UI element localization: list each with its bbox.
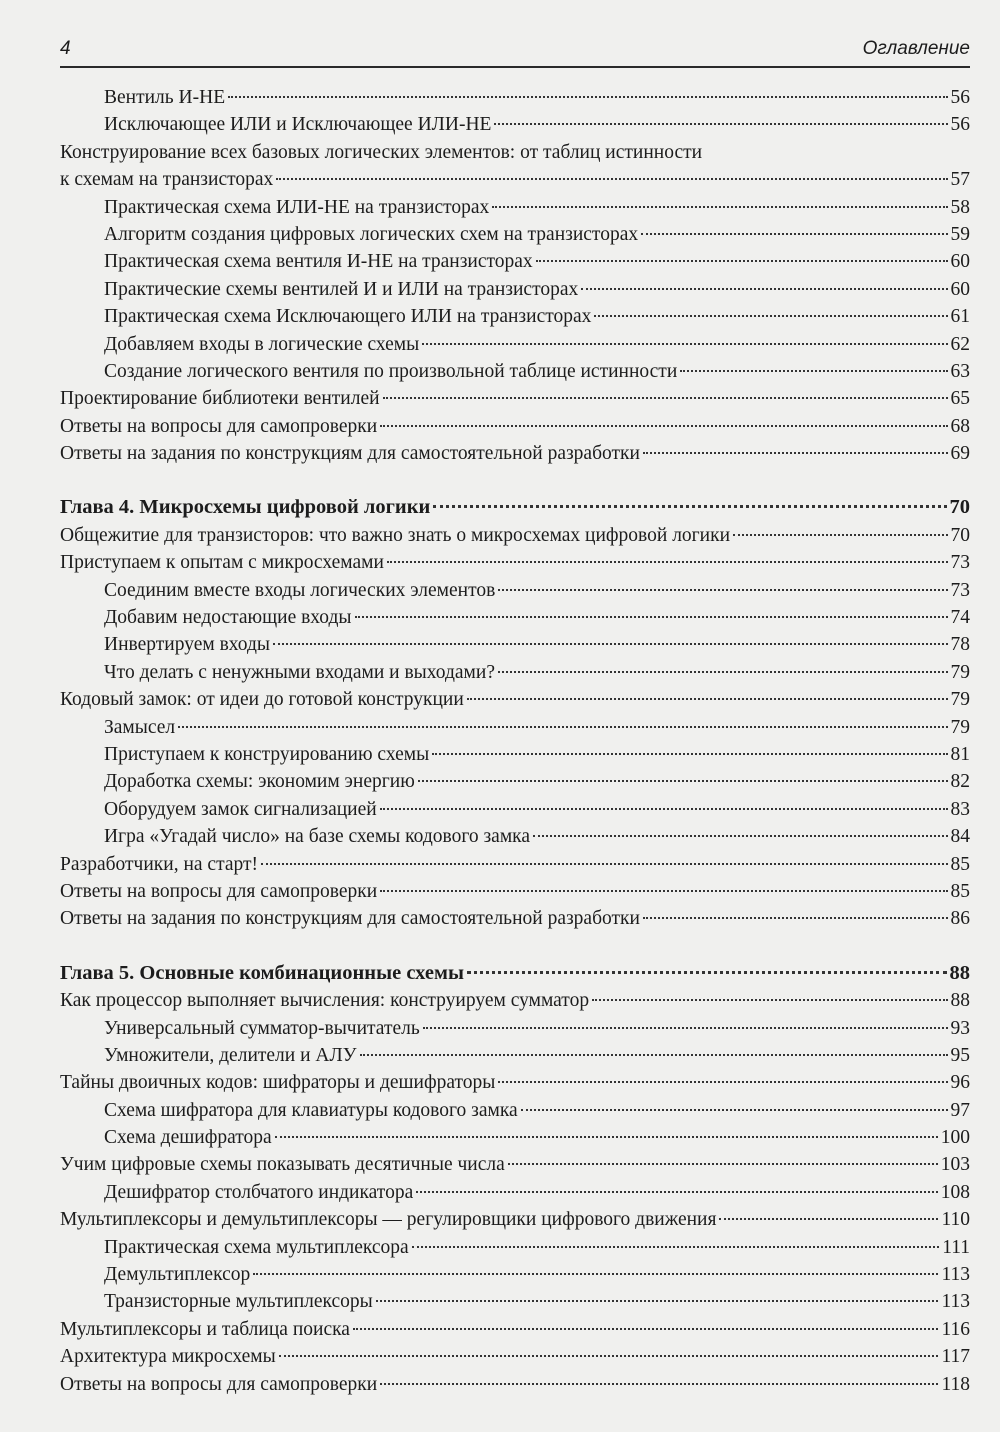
toc-section[interactable] bbox=[60, 413, 970, 440]
chapter-gap bbox=[60, 933, 970, 960]
toc-subsection[interactable] bbox=[60, 659, 970, 686]
dot-leader bbox=[276, 178, 947, 180]
toc-subsection[interactable] bbox=[60, 1234, 970, 1261]
toc-page-number: 86 bbox=[950, 908, 970, 930]
toc-entry-title: Умножители, делители и АЛУ bbox=[104, 1044, 357, 1066]
dot-leader bbox=[228, 96, 947, 98]
table-of-contents bbox=[60, 84, 970, 1398]
dot-leader bbox=[508, 1163, 938, 1165]
toc-page-number: 73 bbox=[950, 579, 970, 601]
dot-leader bbox=[275, 1136, 938, 1138]
dot-leader bbox=[380, 808, 948, 810]
toc-page-number: 58 bbox=[950, 196, 970, 218]
toc-page-number: 74 bbox=[950, 607, 970, 629]
toc-subsection[interactable] bbox=[60, 1179, 970, 1206]
toc-subsection[interactable] bbox=[60, 331, 970, 358]
toc-subsection[interactable] bbox=[60, 111, 970, 138]
toc-page-number: 61 bbox=[950, 306, 970, 328]
toc-page-number: 59 bbox=[950, 223, 970, 245]
toc-page-number: 111 bbox=[942, 1236, 970, 1258]
toc-section[interactable] bbox=[60, 1316, 970, 1343]
toc-entry-title: Ответы на вопросы для самопроверки bbox=[60, 880, 378, 902]
toc-page-number: 79 bbox=[950, 716, 970, 738]
toc-page-number: 63 bbox=[950, 360, 970, 382]
toc-entry-title: Демультиплексор bbox=[104, 1264, 251, 1286]
toc-page-number: 79 bbox=[950, 689, 970, 711]
dot-leader bbox=[380, 1383, 938, 1385]
toc-subsection[interactable] bbox=[60, 1015, 970, 1042]
toc-entry-title: Практическая схема мультиплексора bbox=[104, 1236, 409, 1258]
toc-subsection[interactable] bbox=[60, 741, 970, 768]
toc-entry-title: Практическая схема Исключающего ИЛИ на транзисторах bbox=[104, 306, 592, 328]
toc-section[interactable] bbox=[60, 1206, 970, 1233]
toc-page-number: 108 bbox=[940, 1181, 970, 1203]
toc-entry-title: Ответы на вопросы для самопроверки bbox=[60, 415, 378, 437]
toc-entry-title: Что делать с ненужными входами и выходами? bbox=[104, 661, 495, 683]
dot-leader bbox=[533, 835, 948, 837]
toc-section[interactable] bbox=[60, 987, 970, 1014]
dot-leader bbox=[355, 616, 948, 618]
toc-entry-title: Приступаем к конструированию схемы bbox=[104, 743, 430, 765]
toc-entry-title: Добавляем входы в логические схемы bbox=[104, 333, 420, 355]
dot-leader bbox=[383, 397, 948, 399]
toc-subsection[interactable] bbox=[60, 604, 970, 631]
toc-entry-title: Мультиплексоры и демультиплексоры — регулировщики цифрового движения bbox=[60, 1209, 717, 1231]
dot-leader bbox=[423, 1027, 948, 1029]
toc-entry-title: Тайны двоичных кодов: шифраторы и дешифраторы bbox=[60, 1072, 496, 1094]
toc-page-number: 65 bbox=[950, 388, 970, 410]
dot-leader bbox=[422, 343, 947, 345]
toc-page-number: 69 bbox=[950, 443, 970, 465]
toc-page-number: 113 bbox=[941, 1264, 970, 1286]
toc-subsection[interactable] bbox=[60, 221, 970, 248]
toc-page-number: 81 bbox=[950, 743, 970, 765]
dot-leader bbox=[536, 260, 948, 262]
dot-leader bbox=[467, 698, 948, 700]
page-header bbox=[60, 36, 970, 68]
toc-subsection[interactable] bbox=[60, 248, 970, 275]
toc-entry-title: Ответы на задания по конструкциям для самостоятельной разработки bbox=[60, 908, 640, 930]
toc-page-number: 73 bbox=[950, 552, 970, 574]
dot-leader bbox=[521, 1109, 948, 1111]
toc-entry-title: Ответы на вопросы для самопроверки bbox=[60, 1373, 378, 1395]
toc-section[interactable] bbox=[60, 440, 970, 467]
toc-page-number: 84 bbox=[950, 826, 970, 848]
toc-entry-title: Игра «Угадай число» на базе схемы кодового замка bbox=[104, 826, 530, 848]
toc-page-number: 57 bbox=[950, 169, 970, 191]
dot-leader bbox=[643, 452, 948, 454]
toc-subsection[interactable] bbox=[60, 823, 970, 850]
toc-page-number: 60 bbox=[950, 251, 970, 273]
toc-page-number: 68 bbox=[950, 415, 970, 437]
dot-leader bbox=[494, 123, 947, 125]
toc-entry-title: Практические схемы вентилей И и ИЛИ на транзисторах bbox=[104, 278, 579, 300]
dot-leader bbox=[178, 726, 947, 728]
toc-section[interactable] bbox=[60, 1151, 970, 1178]
toc-page-number: 100 bbox=[940, 1127, 970, 1149]
toc-page-number: 70 bbox=[950, 524, 970, 546]
toc-entry-title: Проектирование библиотеки вентилей bbox=[60, 388, 380, 410]
toc-entry-title: Доработка схемы: экономим энергию bbox=[104, 771, 415, 793]
toc-page-number: 83 bbox=[950, 798, 970, 820]
toc-subsection[interactable] bbox=[60, 1097, 970, 1124]
toc-subsection[interactable] bbox=[60, 84, 970, 111]
dot-leader bbox=[432, 753, 947, 755]
toc-section[interactable] bbox=[60, 166, 970, 193]
dot-leader bbox=[467, 971, 947, 974]
toc-section[interactable] bbox=[60, 1343, 970, 1370]
toc-page-number: 110 bbox=[941, 1209, 970, 1231]
dot-leader bbox=[581, 288, 947, 290]
dot-leader bbox=[492, 206, 947, 208]
toc-chapter[interactable] bbox=[60, 960, 970, 987]
toc-entry-title: Разработчики, на старт! bbox=[60, 853, 258, 875]
toc-entry-title: Инвертируем входы bbox=[104, 634, 270, 656]
toc-entry-title: Практическая схема ИЛИ-НЕ на транзисторах bbox=[104, 196, 490, 218]
toc-entry-title: Мультиплексоры и таблица поиска bbox=[60, 1318, 350, 1340]
dot-leader bbox=[380, 890, 947, 892]
dot-leader bbox=[680, 370, 947, 372]
toc-section[interactable] bbox=[60, 549, 970, 576]
toc-section[interactable] bbox=[60, 1371, 970, 1398]
toc-subsection[interactable] bbox=[60, 276, 970, 303]
dot-leader bbox=[279, 1355, 939, 1357]
toc-entry-title: Общежитие для транзисторов: что важно знать о микросхемах цифровой логики bbox=[60, 524, 731, 546]
dot-leader bbox=[641, 233, 947, 235]
toc-entry-title: Учим цифровые схемы показывать десятичные числа bbox=[60, 1154, 505, 1176]
toc-entry-title: Универсальный сумматор-вычитатель bbox=[104, 1017, 420, 1039]
dot-leader bbox=[733, 534, 947, 536]
toc-subsection[interactable] bbox=[60, 1042, 970, 1069]
toc-section[interactable] bbox=[60, 686, 970, 713]
toc-entry-title: Конструирование всех базовых логических элементов: от таблиц истинности bbox=[60, 141, 703, 163]
dot-leader bbox=[380, 425, 947, 427]
section-title: Оглавление bbox=[862, 38, 970, 59]
toc-page-number: 70 bbox=[949, 496, 970, 519]
toc-chapter[interactable] bbox=[60, 494, 970, 521]
toc-page-number: 103 bbox=[940, 1154, 970, 1176]
dot-leader bbox=[418, 780, 948, 782]
toc-section[interactable] bbox=[60, 905, 970, 932]
toc-entry-title: Глава 5. Основные комбинационные схемы bbox=[60, 961, 464, 984]
toc-entry-title: Замысел bbox=[104, 716, 176, 738]
dot-leader bbox=[433, 505, 946, 508]
dot-leader bbox=[498, 671, 948, 673]
toc-page-number: 85 bbox=[950, 853, 970, 875]
toc-page-number: 82 bbox=[950, 771, 970, 793]
toc-section[interactable] bbox=[60, 385, 970, 412]
toc-page-number: 113 bbox=[941, 1291, 970, 1313]
dot-leader bbox=[412, 1246, 940, 1248]
toc-page-number: 95 bbox=[950, 1044, 970, 1066]
toc-subsection[interactable] bbox=[60, 796, 970, 823]
toc-page-number: 60 bbox=[950, 278, 970, 300]
toc-entry-title: Практическая схема вентиля И-НЕ на транзисторах bbox=[104, 251, 533, 273]
toc-entry-title: Кодовый замок: от идеи до готовой конструкции bbox=[60, 689, 464, 711]
toc-subsection[interactable] bbox=[60, 1261, 970, 1288]
toc-page-number: 96 bbox=[950, 1072, 970, 1094]
dot-leader bbox=[416, 1191, 938, 1193]
toc-page-number: 56 bbox=[950, 114, 970, 136]
toc-entry-title: Ответы на задания по конструкциям для самостоятельной разработки bbox=[60, 443, 640, 465]
toc-subsection[interactable] bbox=[60, 631, 970, 658]
toc-entry-title: Схема шифратора для клавиатуры кодового замка bbox=[104, 1099, 518, 1121]
toc-entry-title: Вентиль И-НЕ bbox=[104, 87, 226, 108]
dot-leader bbox=[594, 315, 947, 317]
dot-leader bbox=[592, 999, 947, 1001]
dot-leader bbox=[498, 589, 947, 591]
toc-page-number: 56 bbox=[950, 87, 970, 108]
toc-entry-title: Архитектура микросхемы bbox=[60, 1346, 276, 1368]
dot-leader bbox=[376, 1300, 939, 1302]
toc-entry-title: Соединим вместе входы логических элементов bbox=[104, 579, 496, 601]
toc-subsection[interactable] bbox=[60, 1124, 970, 1151]
toc-entry-title: Алгоритм создания цифровых логических схем на транзисторах bbox=[104, 223, 639, 245]
toc-subsection[interactable] bbox=[60, 577, 970, 604]
toc-page-number: 78 bbox=[950, 634, 970, 656]
toc-entry-title: Исключающее ИЛИ и Исключающее ИЛИ-НЕ bbox=[104, 114, 492, 136]
toc-entry-title: Приступаем к опытам с микросхемами bbox=[60, 552, 384, 574]
dot-leader bbox=[498, 1081, 947, 1083]
toc-subsection[interactable] bbox=[60, 303, 970, 330]
toc-entry-title: Оборудуем замок сигнализацией bbox=[104, 798, 377, 820]
toc-entry-title: Добавим недостающие входы bbox=[104, 607, 352, 629]
toc-section[interactable] bbox=[60, 851, 970, 878]
toc-section[interactable] bbox=[60, 522, 970, 549]
toc-section[interactable] bbox=[60, 878, 970, 905]
toc-page-number: 116 bbox=[941, 1318, 970, 1340]
toc-subsection[interactable] bbox=[60, 1288, 970, 1315]
toc-section[interactable] bbox=[60, 1069, 970, 1096]
dot-leader bbox=[261, 863, 948, 865]
toc-page-number: 88 bbox=[949, 961, 970, 984]
chapter-gap bbox=[60, 467, 970, 494]
toc-page-number: 117 bbox=[941, 1346, 970, 1368]
toc-page-number: 118 bbox=[941, 1373, 970, 1395]
toc-entry-title: Глава 4. Микросхемы цифровой логики bbox=[60, 496, 431, 519]
toc-entry-title: к схемам на транзисторах bbox=[60, 169, 274, 191]
toc-page-number: 79 bbox=[950, 661, 970, 683]
toc-subsection[interactable] bbox=[60, 768, 970, 795]
toc-entry-title: Схема дешифратора bbox=[104, 1127, 272, 1149]
dot-leader bbox=[273, 643, 948, 645]
toc-subsection[interactable] bbox=[60, 358, 970, 385]
dot-leader bbox=[253, 1273, 938, 1275]
toc-entry-title: Создание логического вентиля по произвольной таблице истинности bbox=[104, 360, 678, 382]
toc-page-number: 62 bbox=[950, 333, 970, 355]
dot-leader bbox=[360, 1054, 948, 1056]
toc-page-number: 88 bbox=[950, 990, 970, 1012]
toc-page-number: 85 bbox=[950, 880, 970, 902]
page-number: 4 bbox=[60, 38, 71, 59]
toc-subsection[interactable] bbox=[60, 714, 970, 741]
toc-subsection[interactable] bbox=[60, 194, 970, 221]
dot-leader bbox=[643, 917, 948, 919]
toc-entry-title: Дешифратор столбчатого индикатора bbox=[104, 1181, 414, 1203]
toc-entry-title: Транзисторные мультиплексоры bbox=[104, 1291, 373, 1313]
dot-leader bbox=[719, 1218, 938, 1220]
toc-entry-title: Как процессор выполняет вычисления: конструируем сумматор bbox=[60, 990, 590, 1012]
dot-leader bbox=[387, 561, 948, 563]
toc-entry-line bbox=[60, 139, 970, 166]
toc-page-number: 97 bbox=[950, 1099, 970, 1121]
toc-page-number: 93 bbox=[950, 1017, 970, 1039]
dot-leader bbox=[353, 1328, 939, 1330]
